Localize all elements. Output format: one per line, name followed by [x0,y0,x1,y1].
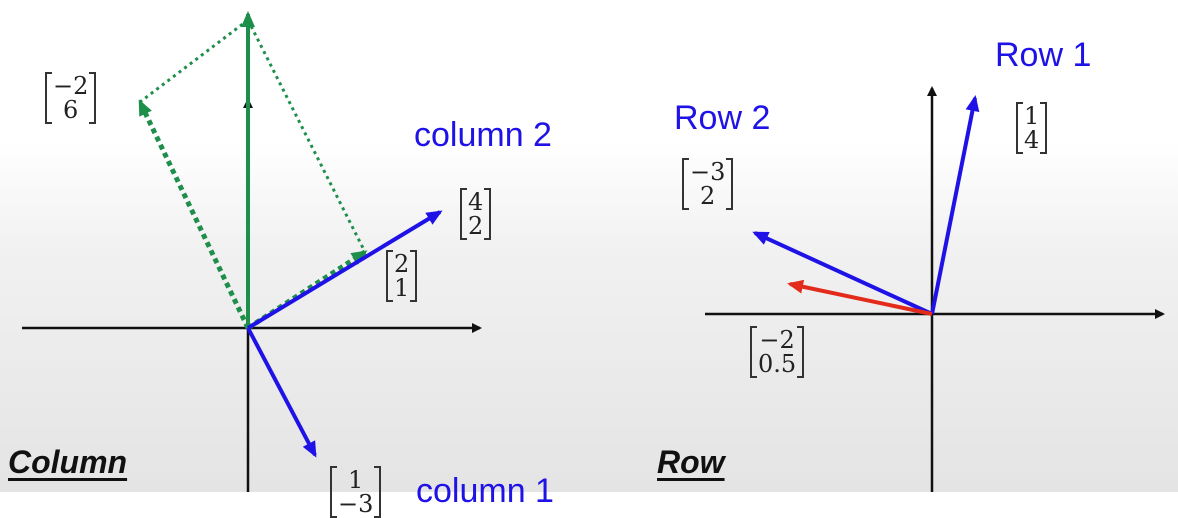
dotted-edge-right [248,20,365,252]
row2-vector [682,158,733,210]
dotted-scaled-neg-column1 [140,102,248,328]
column2-vector-top: 4 [468,188,484,216]
result-vector-bottom: 6 [63,96,79,124]
column1-label: column 1 [416,472,554,510]
column2-label: column 2 [414,116,552,154]
dotted-edge-top [140,20,248,102]
column1-vector [330,466,381,518]
row1-vector-arrow [932,98,975,314]
row2-label: Row 2 [674,99,771,137]
scaled-column2-bottom: 1 [394,274,410,302]
result-vector-top: −2 [53,72,89,100]
column1-vector-top: 1 [348,466,364,494]
column2-vector-bottom: 2 [468,212,484,240]
row1-vector-bottom: 4 [1024,126,1040,154]
column-title: Column [8,444,128,480]
column1-vector-arrow [248,328,315,455]
row2-vector-arrow [755,233,932,314]
row-result-vector [750,326,804,378]
row-result-vector-top: −2 [759,326,795,354]
row-title: Row [657,444,725,480]
row2-vector-bottom: 2 [700,182,716,210]
row1-vector [1016,102,1047,154]
result-vector [45,72,96,124]
row-result-vector-bottom: 0.5 [758,350,797,378]
row1-vector-top: 1 [1024,102,1040,130]
row1-label: Row 1 [995,36,1092,74]
row-result-vector-arrow [790,284,932,314]
column2-vector [460,188,491,240]
row2-vector-top: −3 [690,158,726,186]
column1-vector-bottom: −3 [338,490,374,518]
scaled-column2-top: 2 [394,250,410,278]
scaled-column2-vector [386,250,417,302]
